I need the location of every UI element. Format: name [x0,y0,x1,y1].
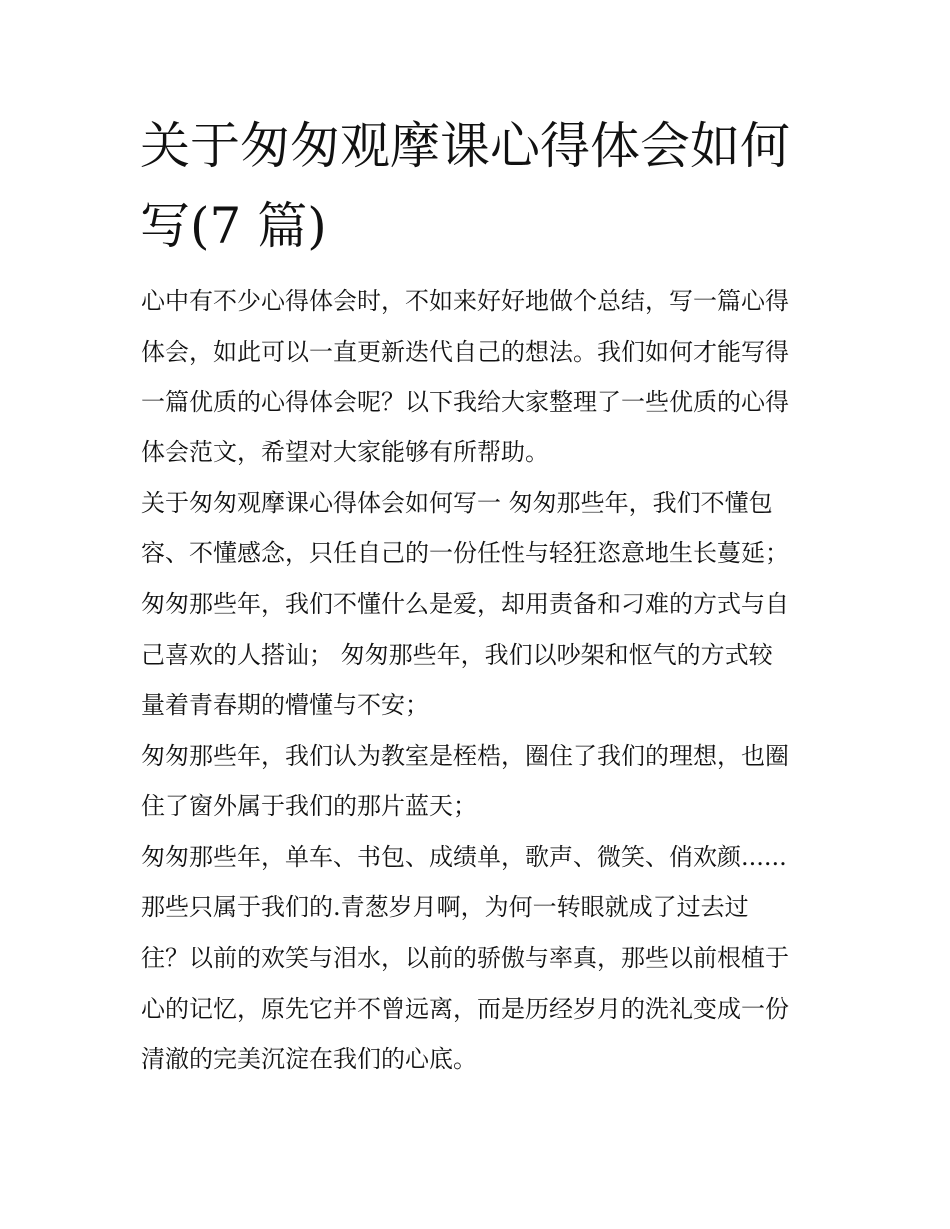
body-line: 关于匆匆观摩课心得体会如何写一 匆匆那些年，我们不懂包 [141,489,773,517]
document-title-line-1: 关于匆匆观摩课心得体会如何 [140,117,790,175]
body-line: 一篇优质的心得体会呢？以下我给大家整理了一些优质的心得 [141,388,789,416]
body-line: 心的记忆，原先它并不曾远离，而是历经岁月的洗礼变成一份 [141,995,789,1023]
body-line: 心中有不少心得体会时，不如来好好地做个总结，写一篇心得 [141,287,789,315]
body-line: 匆匆那些年，我们认为教室是桎梏，圈住了我们的理想，也圈 [141,742,789,770]
body-line: 往？以前的欢笑与泪水，以前的骄傲与率真，那些以前根植于 [141,944,789,972]
body-line: 量着青春期的懵懂与不安； [141,691,429,719]
body-line: 那些只属于我们的.青葱岁月啊，为何一转眼就成了过去过 [141,893,749,921]
body-line: 匆匆那些年，我们不懂什么是爱，却用责备和刁难的方式与自 [141,590,789,618]
body-line: 住了窗外属于我们的那片蓝天； [141,792,477,820]
body-line: 体会，如此可以一直更新迭代自己的想法。我们如何才能写得 [141,338,789,366]
body-line: 清澈的完美沉淀在我们的心底。 [141,1045,477,1073]
body-line: 体会范文，希望对大家能够有所帮助。 [141,438,549,466]
document-title-line-2: 写(7 篇) [140,197,327,255]
body-line: 容、不懂感念，只任自己的一份任性与轻狂恣意地生长蔓延； [141,539,789,567]
body-line: 己喜欢的人搭讪； 匆匆那些年，我们以吵架和怄气的方式较 [141,641,773,669]
body-line: 匆匆那些年，单车、书包、成绩单，歌声、微笑、俏欢颜...... [141,843,787,871]
